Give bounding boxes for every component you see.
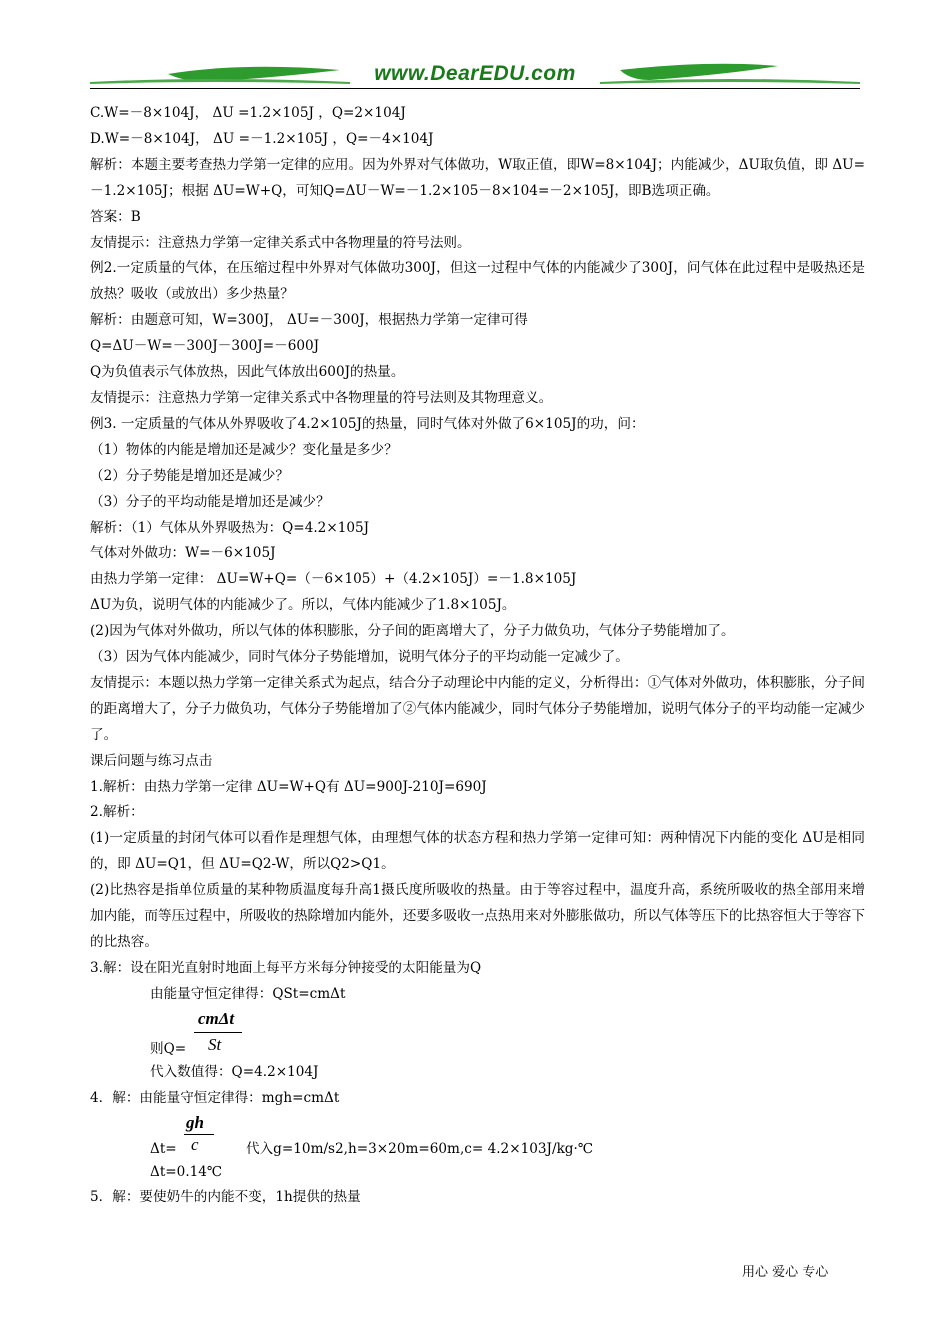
analysis-3-2: (2)因为气体对外做功，所以气体的体积膨胀，分子间的距离增大了，分子力做负功，气体分子势能增加了。 — [90, 623, 735, 640]
exercise-1: 1.解析：由热力学第一定律 ΔU=W+Q有 ΔU=900J-210J=690J — [90, 778, 487, 795]
exercise-2-2: (2)比热容是指单位质量的某种物质温度每升高1摄氏度所吸收的热量。由于等容过程中，温度升高，系统所吸收的热全部用来增加内能，而等压过程中，所吸收的热除增加内能外，还要多吸收一点热用来对外膨胀做功，所以气体等压下的比热容恒大于等容下的比热容。 — [90, 882, 865, 950]
header-divider — [90, 88, 860, 89]
tip-2: 友情提示：注意热力学第一定律关系式中各物理量的符号法则及其物理意义。 — [90, 389, 553, 406]
exercise-5: 5．解：要使奶牛的内能不变，1h提供的热量 — [90, 1189, 361, 1206]
option-d: D.W=－8×104J， ΔU =－1.2×105J ，Q=－4×104J — [90, 130, 434, 147]
question-3-1: （1）物体的内能是增加还是减少？变化量是多少？ — [90, 441, 398, 458]
formula-q-denominator: St — [208, 1034, 222, 1054]
exercise-4: 4．解：由能量守恒定律得：mgh=cmΔt — [90, 1089, 340, 1106]
tip-1: 友情提示：注意热力学第一定律关系式中各物理量的符号法则。 — [90, 234, 471, 251]
first-law-line: 由热力学第一定律： ΔU=W+Q=（－6×105）+（4.2×105J）=－1.8×105J — [90, 571, 577, 588]
answer: 答案：B — [90, 208, 141, 225]
exercise-4-result: Δt=0.14℃ — [150, 1163, 223, 1180]
tip-3: 友情提示：本题以热力学第一定律关系式为起点，结合分子动理论中内能的定义，分析得出：①气体对外做功，体积膨胀，分子间的距离增大了，分子力做负功，气体分子势能增加了②气体内能减少，同时气体分子势能增加，说明气体分子的平均动能一定减少了。 — [90, 674, 865, 743]
exercise-3-result: 代入数值得：Q=4.2×104J — [150, 1063, 319, 1080]
question-3-2: （2）分子势能是增加还是减少？ — [90, 467, 289, 484]
work-line: 气体对外做功：W=－6×105J — [90, 545, 276, 562]
formula-q-numerator: cmΔt — [198, 1008, 235, 1028]
example-2: 例2.一定质量的气体，在压缩过程中外界对气体做功300J，但这一过程中气体的内能减少了300J，问气体在此过程中是吸热还是放热？吸收（或放出）多少热量？ — [90, 260, 865, 303]
fraction-bar — [184, 1134, 214, 1135]
analysis-3-1: 解析：（1）气体从外界吸热为：Q=4.2×105J — [90, 519, 370, 536]
formula-dt-prefix: Δt= — [150, 1140, 177, 1157]
formula-dt — [90, 1112, 865, 1160]
analysis-2: 解析：由题意可知，W=300J， ΔU=－300J，根据热力学第一定律可得 — [90, 312, 528, 329]
exercise-2-heading: 2.解析： — [90, 804, 144, 821]
formula-q — [90, 1008, 865, 1060]
exercise-3-energy: 由能量守恒定律得：QSt=cmΔt — [150, 985, 346, 1002]
footer-slogan: 用心 爱心 专心 — [742, 1265, 829, 1280]
option-c: C.W=－8×104J， ΔU =1.2×105J ，Q=2×104J — [90, 105, 406, 121]
formula-q-prefix: 则Q= — [150, 1040, 187, 1057]
conclusion-2: Q为负值表示气体放热，因此气体放出600J的热量。 — [90, 364, 405, 381]
question-3-3: （3）分子的平均动能是增加还是减少？ — [90, 493, 330, 510]
section-heading: 课后问题与练习点击 — [90, 752, 213, 769]
exercise-3: 3.解：设在阳光直射时地面上每平方米每分钟接受的太阳能量为Q — [90, 959, 482, 976]
document-body — [90, 101, 865, 1211]
internal-energy-line: ΔU为负，说明气体的内能减少了。所以，气体内能减少了1.8×105J。 — [90, 597, 516, 614]
exercise-2-1: (1)一定质量的封闭气体可以看作是理想气体，由理想气体的状态方程和热力学第一定律可知：两种情况下内能的变化 ΔU是相同的，即 ΔU=Q1，但 ΔU=Q2-W，所以Q2>Q1。 — [90, 830, 865, 873]
fraction-bar — [194, 1032, 242, 1033]
formula-dt-denominator: c — [191, 1134, 199, 1154]
equation-q: Q=ΔU－W=－300J－300J=－600J — [90, 338, 320, 355]
formula-dt-substitution: 代入g=10m/s2,h=3×20m=60m,c= 4.2×103J/kg·℃ — [246, 1140, 594, 1157]
analysis-3-3: （3）因为气体内能减少，同时气体分子势能增加，说明气体分子的平均动能一定减少了。 — [90, 649, 629, 666]
formula-dt-numerator: gh — [186, 1112, 204, 1132]
example-3: 例3. 一定质量的气体从外界吸收了4.2×105J的热量，同时气体对外做了6×105J的功，问： — [90, 415, 645, 432]
site-logo-text: www.DearEDU.com — [374, 62, 576, 85]
analysis-1: 解析：本题主要考查热力学第一定律的应用。因为外界对气体做功，W取正值，即W=8×104J；内能减少，ΔU取负值，即 ΔU=－1.2×105J；根据 ΔU=W+Q，可知Q=ΔU－W=－1.2×105－8×104=－2×105J，即B选项正确。 — [90, 156, 865, 199]
